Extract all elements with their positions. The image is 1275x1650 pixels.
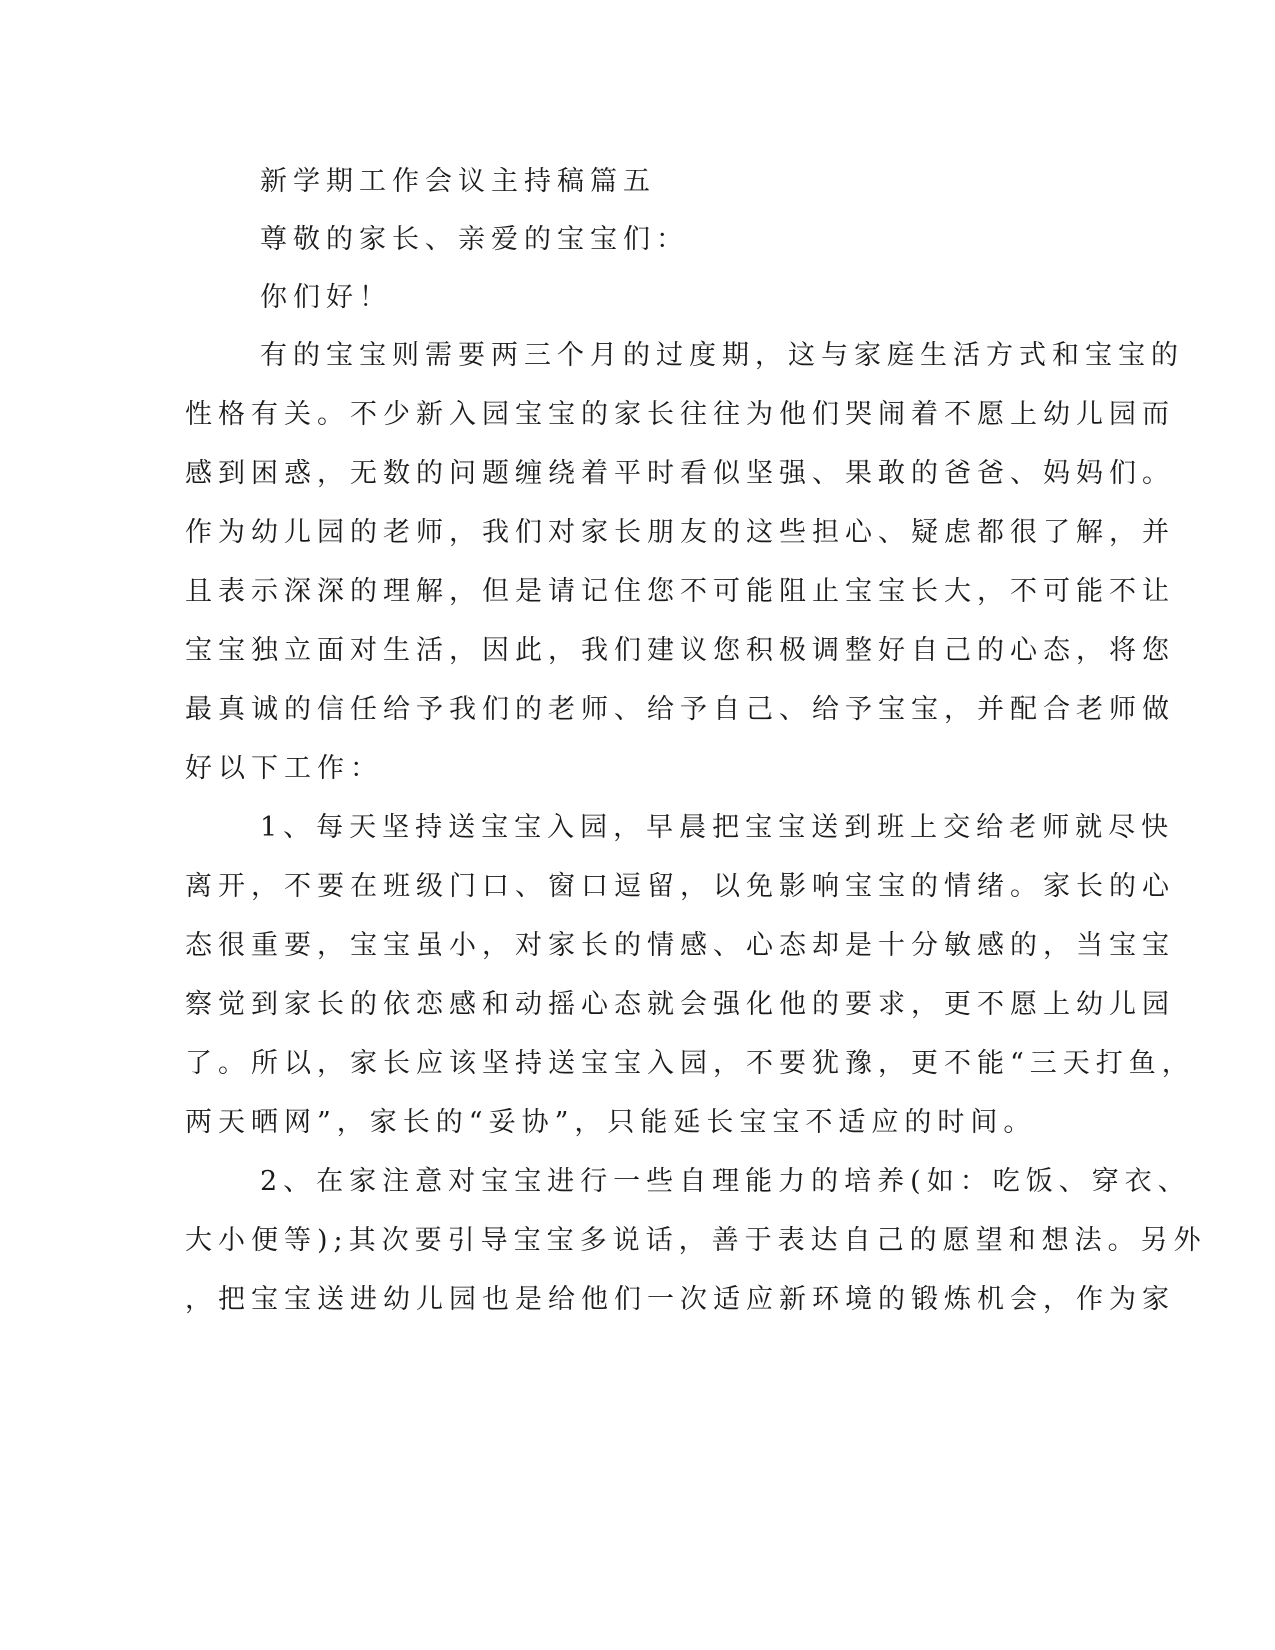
paragraph-1-line: 有的宝宝则需要两三个月的过度期，这与家庭生活方式和宝宝的 <box>260 340 1184 371</box>
paragraph-1-line: 感到困惑，无数的问题缠绕着平时看似坚强、果敢的爸爸、妈妈们。 <box>185 458 1175 489</box>
paragraph-2-line: 察觉到家长的依恋感和动摇心态就会强化他的要求，更不愿上幼儿园 <box>185 989 1175 1020</box>
paragraph-2-line: 1、每天坚持送宝宝入园，早晨把宝宝送到班上交给老师就尽快 <box>260 812 1175 843</box>
paragraph-1-line: 且表示深深的理解，但是请记住您不可能阻止宝宝长大，不可能不让 <box>185 576 1175 607</box>
paragraph-1-line: 作为幼儿园的老师，我们对家长朋友的这些担心、疑虑都很了解，并 <box>185 517 1175 548</box>
paragraph-1-line: 最真诚的信任给予我们的老师、给予自己、给予宝宝，并配合老师做 <box>185 694 1175 725</box>
paragraph-2-line: 离开，不要在班级门口、窗口逗留，以免影响宝宝的情绪。家长的心 <box>185 871 1175 902</box>
document-title: 新学期工作会议主持稿篇五 <box>260 166 656 197</box>
paragraph-3-line: ，把宝宝送进幼儿园也是给他们一次适应新环境的锻炼机会，作为家 <box>185 1284 1175 1315</box>
paragraph-1-line: 宝宝独立面对生活，因此，我们建议您积极调整好自己的心态，将您 <box>185 635 1175 666</box>
paragraph-3-line: 2、在家注意对宝宝进行一些自理能力的培养(如：吃饭、穿衣、 <box>260 1166 1191 1197</box>
greeting: 你们好！ <box>260 282 392 313</box>
paragraph-3-line: 大小便等);其次要引导宝宝多说话，善于表达自己的愿望和想法。另外 <box>185 1225 1207 1256</box>
paragraph-1-line: 性格有关。不少新入园宝宝的家长往往为他们哭闹着不愿上幼儿园而 <box>185 399 1175 430</box>
paragraph-1-line: 好以下工作： <box>185 753 383 784</box>
paragraph-2-line: 两天晒网”，家长的“妥协”，只能延长宝宝不适应的时间。 <box>185 1107 1037 1138</box>
paragraph-2-line: 态很重要，宝宝虽小，对家长的情感、心态却是十分敏感的，当宝宝 <box>185 930 1175 961</box>
salutation: 尊敬的家长、亲爱的宝宝们： <box>260 224 689 255</box>
paragraph-2-line: 了。所以，家长应该坚持送宝宝入园，不要犹豫，更不能“三天打鱼， <box>185 1048 1195 1079</box>
